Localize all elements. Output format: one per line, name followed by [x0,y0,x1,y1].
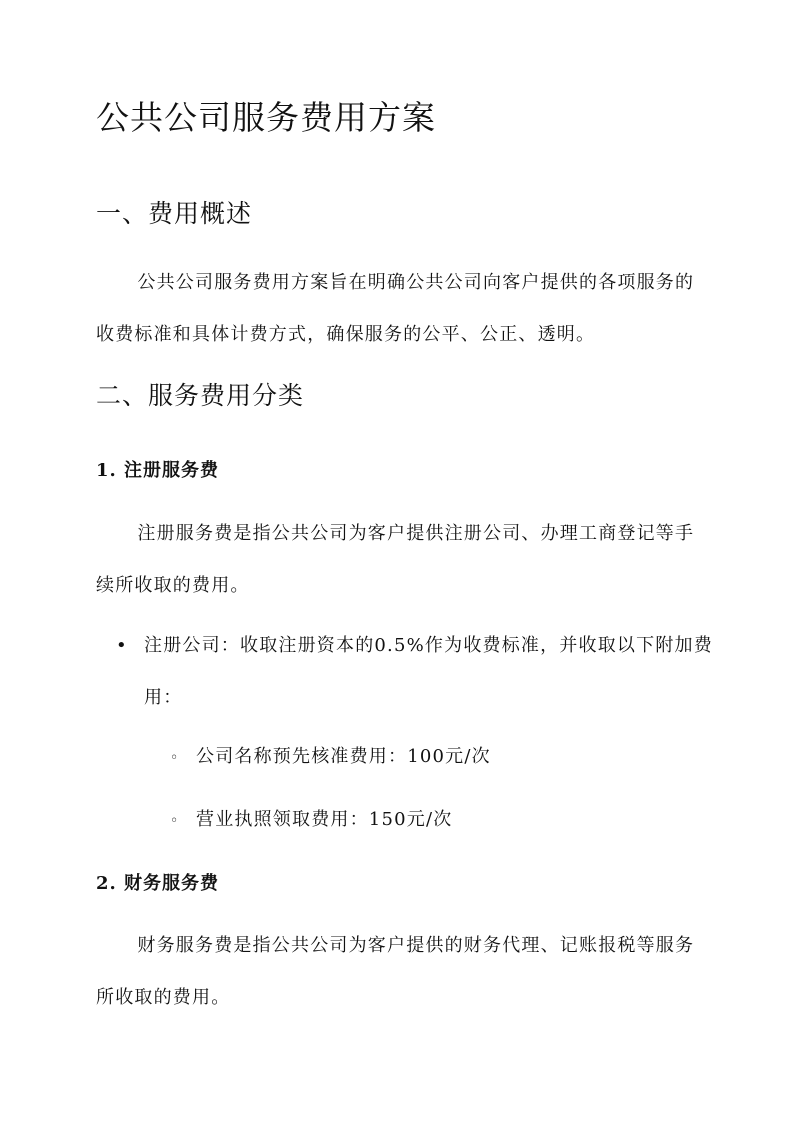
sub-bullet-marker: ◦ [170,750,180,766]
section-heading-overview: 一、费用概述 [96,199,253,228]
registration-paragraph: 注册服务费是指公共公司为客户提供注册公司、办理工商登记等手续所收取的费用。 [96,523,695,596]
finance-paragraph: 财务服务费是指公共公司为客户提供的财务代理、记账报税等服务所收取的费用。 [96,935,695,1008]
bullet-marker: • [116,635,128,656]
document-title: 公共公司服务费用方案 [96,98,436,137]
subsection-heading-registration: 1. 注册服务费 [96,460,220,481]
subsection-heading-finance: 2. 财务服务费 [96,873,220,894]
sub-bullet-text: 公司名称预先核准费用：100元/次 [196,746,491,767]
bullet-text: 注册公司：收取注册资本的0.5%作为收费标准，并收取以下附加费用： [144,635,713,708]
registration-fee-bullet [112,620,734,724]
overview-paragraph: 公共公司服务费用方案旨在明确公共公司向客户提供的各项服务的收费标准和具体计费方式，确保服务的公平、公正、透明。 [96,272,695,345]
sub-bullet-name-approval [170,743,491,772]
section-heading-categories: 二、服务费用分类 [96,381,305,410]
sub-bullet-text: 营业执照领取费用：150元/次 [196,809,453,830]
sub-bullet-marker: ◦ [170,813,180,829]
sub-bullet-license-pickup [170,806,452,835]
